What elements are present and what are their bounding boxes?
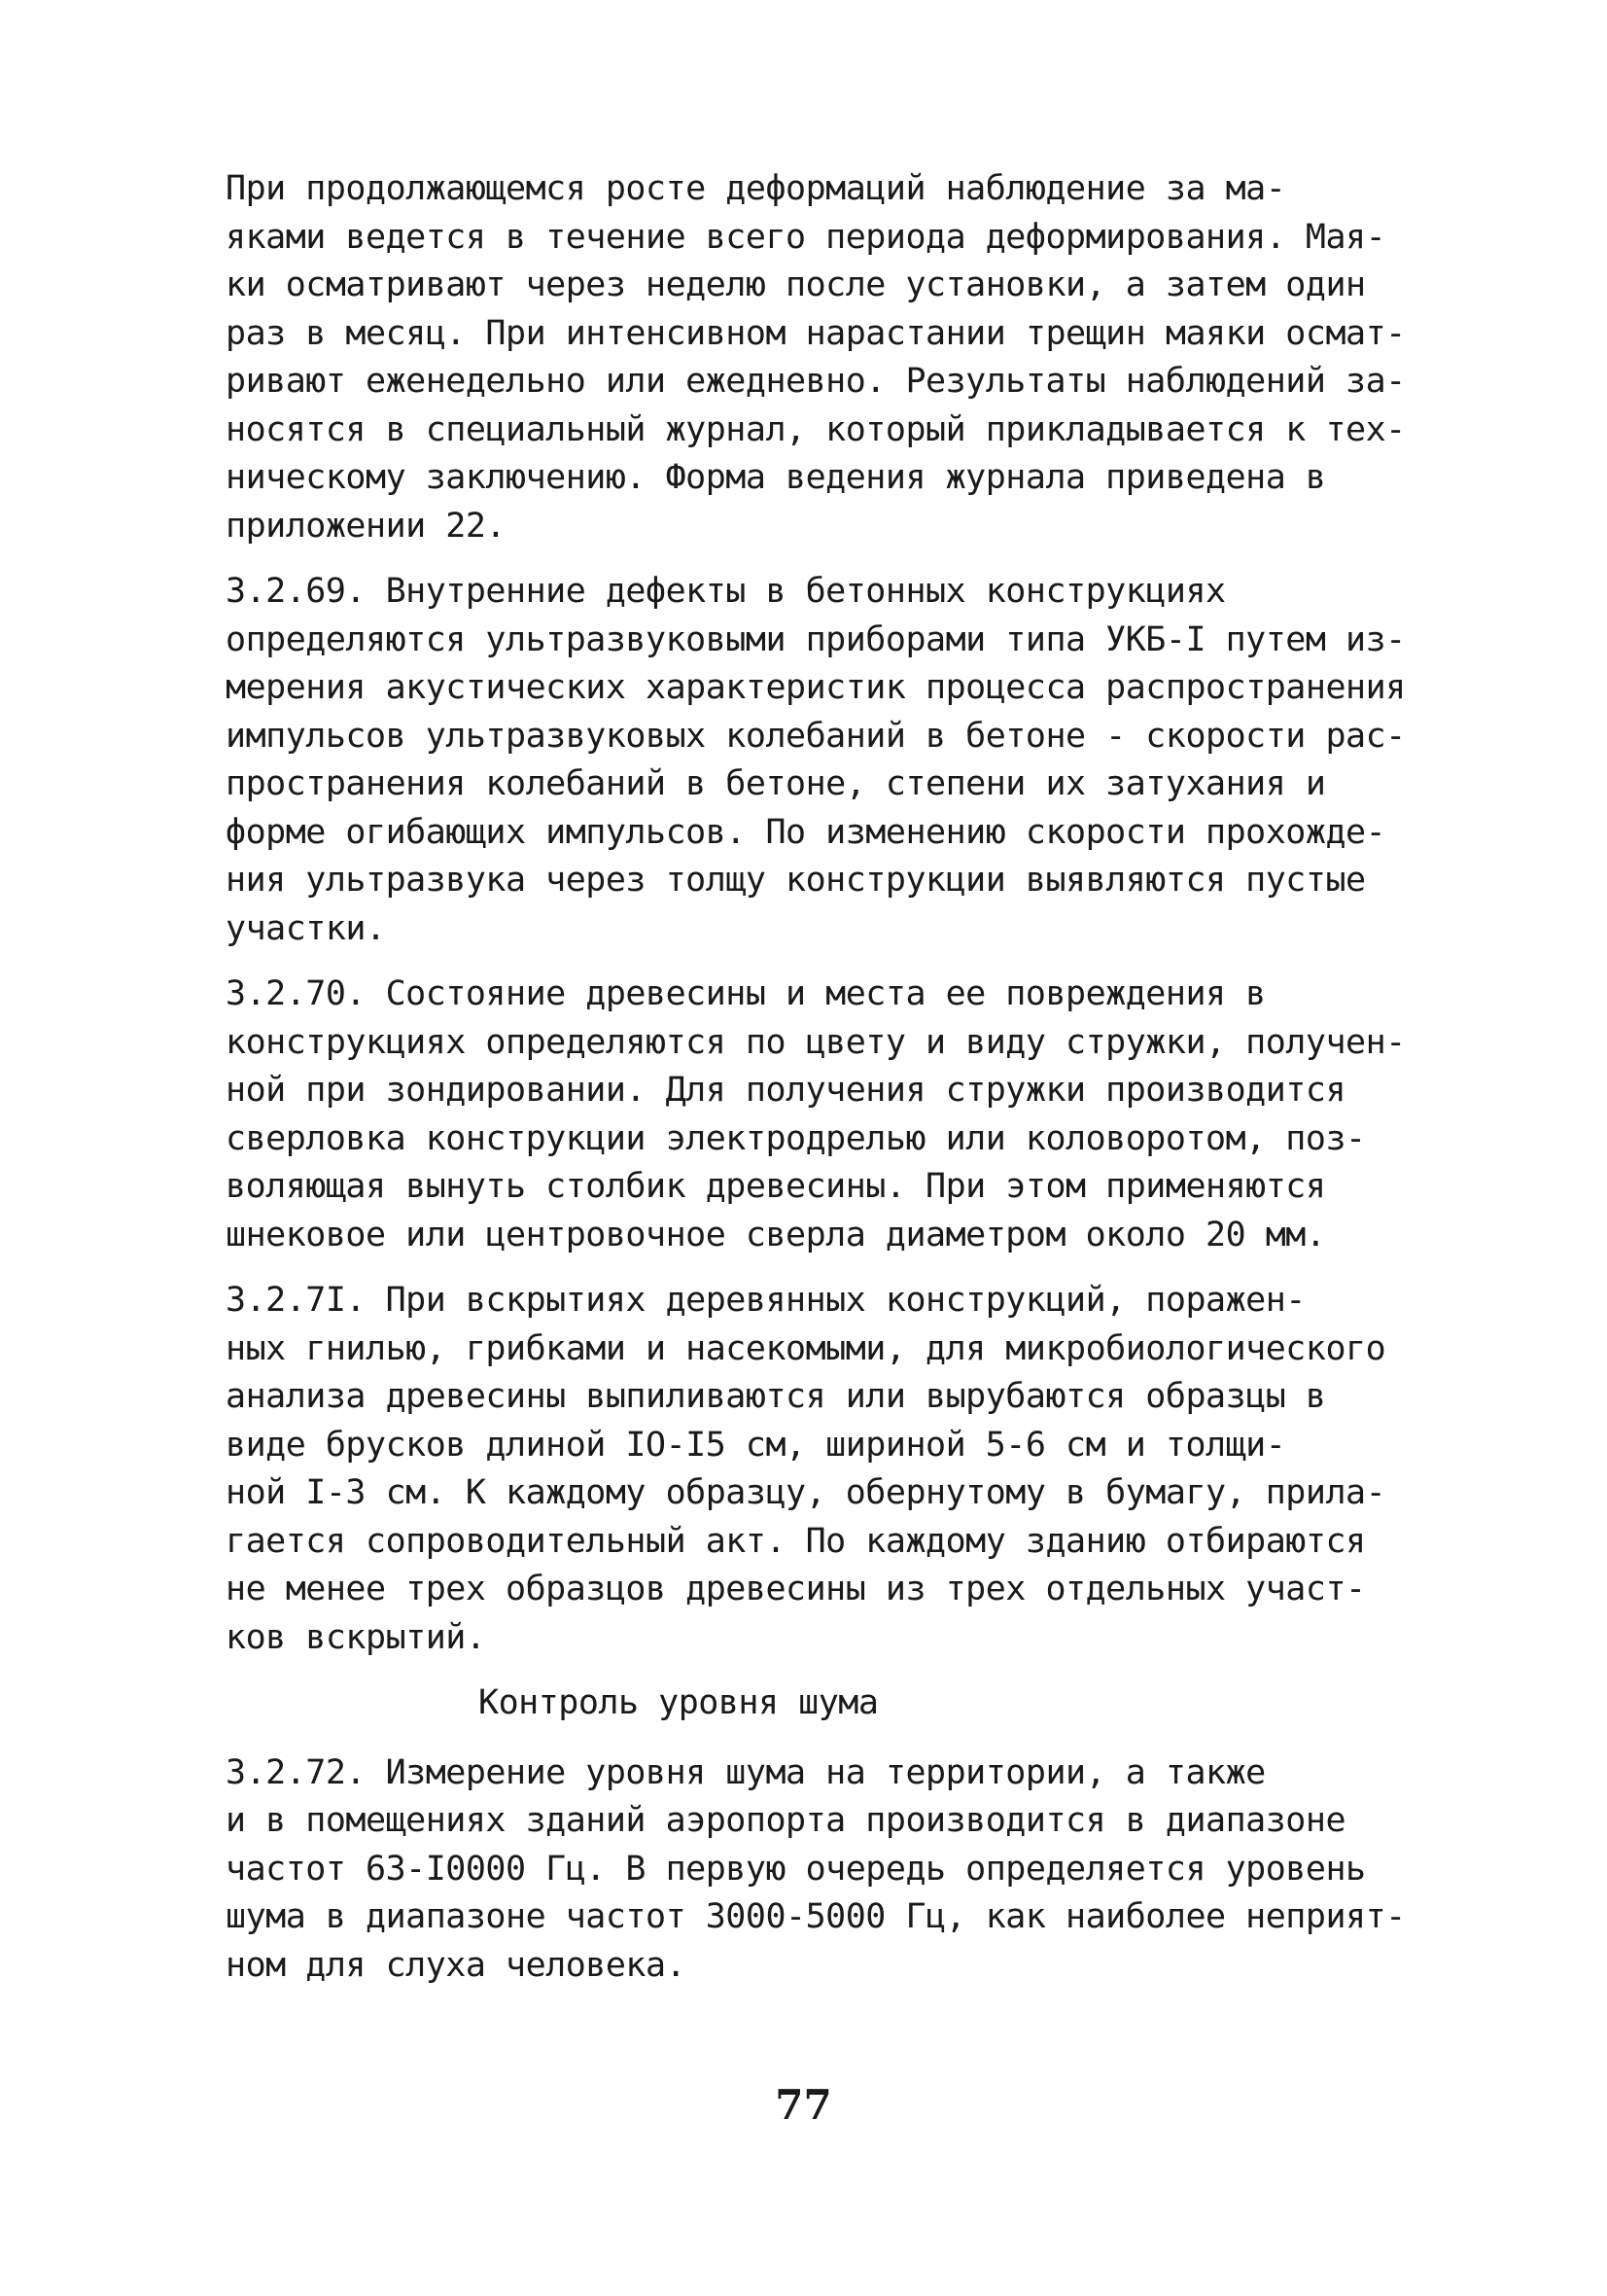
page-number: 77 <box>775 2081 832 2129</box>
paragraph-intro: При продолжающемся росте деформаций наблюдение за ма- яками ведется в течение всего периода деформирования. Мая- ки осматривают через неделю после установки, а затем один раз в месяц. При интенсивном нарастании трещин маяки осмат- ривают еженедельно или ежедневно. Результаты наблюдений за- носятся в специальный журнал, который прикладывается к тех- ническому заключению. Форма ведения журнала приведена в приложении 22. <box>226 169 1406 546</box>
paragraph-3-2-72: 3.2.72. Измерение уровня шума на территории, а также и в помещениях зданий аэропорта производится в диапазоне частот 63-I0000 Гц. В первую очередь определяется уровень шума в диапазоне частот 3000-5000 Гц, как наиболее неприят- ном для слуха человека. <box>226 1752 1406 1985</box>
paragraph-3-2-71: 3.2.7I. При вскрытиях деревянных конструкций, поражен- ных гнилью, грибками и насекомыми, для микробиологического анализа древесины выпиливаются или вырубаются образцы в виде брусков длиной IO-I5 см, шириной 5-6 см и толщи- ной I-3 см. К каждому образцу, обернутому в бумагу, прила- гается сопроводительный акт. По каждому зданию отбираются не менее трех образцов древесины из трех отдельных участ- ков вскрытий. <box>226 1281 1386 1657</box>
body-text <box>226 165 1441 2007</box>
paragraph-3-2-70: 3.2.70. Состояние древесины и места ее повреждения в конструкциях определяются по цвету и виду стружки, получен- ной при зондировании. Для получения стружки производится сверловка конструкции электродрелью или коловоротом, поз- воляющая вынуть столбик древесины. При этом применяются шнековое или центровочное сверла диаметром около 20 мм. <box>226 974 1406 1254</box>
section-heading: Контроль уровня шума <box>478 1683 879 1722</box>
paragraph-3-2-69: 3.2.69. Внутренние дефекты в бетонных конструкциях определяются ультразвуковыми приборами типа УКБ-I путем из- мерения акустических характеристик процесса распространения импульсов ультразвуковых колебаний в бетоне - скорости рас- пространения колебаний в бетоне, степени их затухания и форме огибающих импульсов. По изменению скорости прохожде- ния ультразвука через толщу конструкции выявляются пустые участки. <box>226 572 1406 948</box>
